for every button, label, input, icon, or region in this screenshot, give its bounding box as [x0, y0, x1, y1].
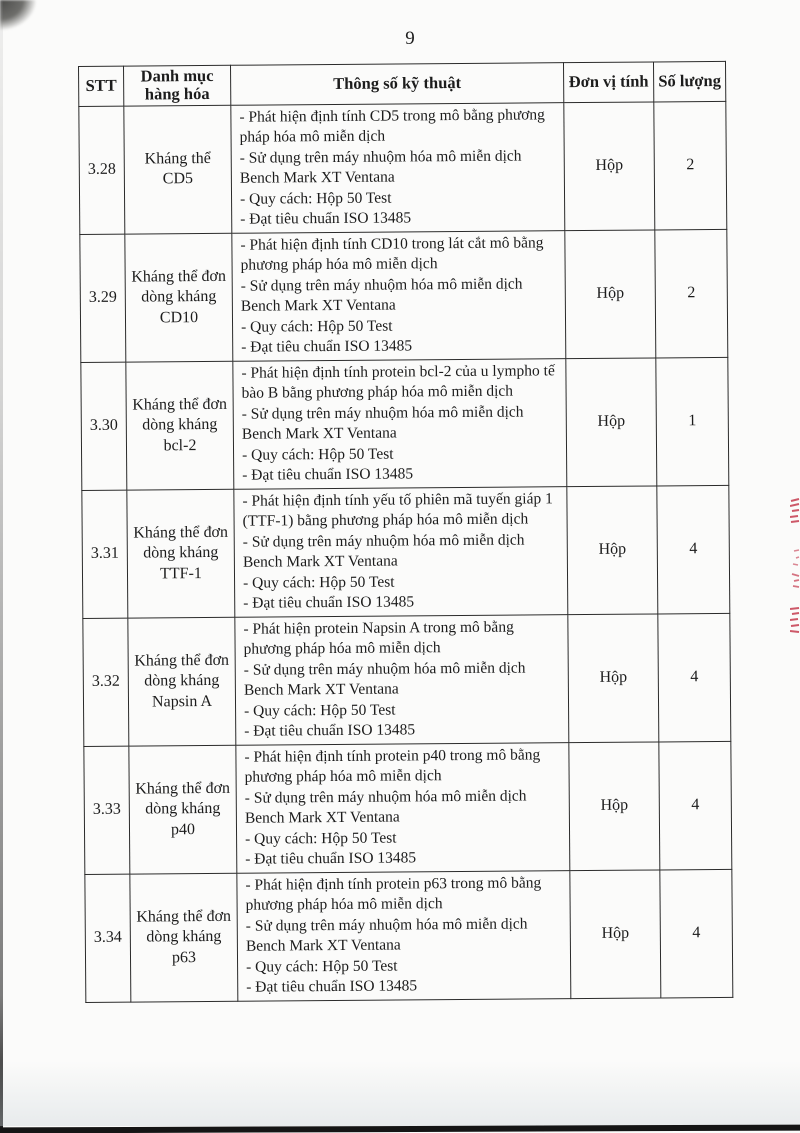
header-unit: Đơn vị tính: [563, 62, 653, 103]
row-specs: [235, 615, 569, 746]
row-quantity: 4: [660, 869, 733, 998]
row-quantity: 4: [658, 613, 731, 742]
header-specs: Thông số kỹ thuật: [230, 63, 563, 106]
row-specs: [236, 743, 570, 874]
row-unit: Hộp: [564, 102, 655, 231]
table-row: [81, 357, 729, 490]
spec-line: - Phát hiện định tính yếu tố phiên mã tuyến giáp 1 (TTF-1) bằng phương pháp hóa mô miễn dịch: [242, 490, 553, 531]
row-stt: 3.31: [82, 490, 128, 618]
red-mark-artifact: [792, 548, 800, 568]
row-unit: Hộp: [570, 870, 661, 999]
header-quantity: Số lượng: [653, 61, 725, 102]
row-stt: 3.28: [79, 106, 125, 234]
spec-line: - Đạt tiêu chuẩn ISO 13485: [241, 337, 413, 357]
spec-line: - Quy cách: Hộp 50 Test: [240, 317, 393, 336]
spec-line: - Sử dụng trên máy nhuộm hóa mô miễn dịch Bench Mark XT Ventana: [242, 531, 525, 572]
spec-line: - Phát hiện định tính CD10 trong lát cắt mô bằng phương pháp hóa mô miễn dịch: [240, 234, 544, 275]
row-stt: 3.32: [83, 618, 129, 746]
spec-line: - Quy cách: Hộp 50 Test: [246, 957, 398, 976]
red-mark-artifact: [791, 572, 800, 590]
table-row: [79, 101, 727, 234]
row-category: Kháng thể đơn dòng kháng bcl-2: [126, 361, 234, 490]
table-row: [84, 741, 732, 874]
items-table-wrap: [78, 61, 733, 1003]
spec-line: - Phát hiện định tính protein p40 trong mô bằng phương pháp hóa mô miễn dịch: [244, 746, 541, 787]
items-table: [78, 61, 733, 1003]
table-row: [80, 229, 728, 362]
spec-line: - Phát hiện định tính protein p63 trong mô bằng phương pháp hóa mô miễn dịch: [245, 874, 542, 915]
row-unit: Hộp: [569, 742, 660, 871]
page-number: 9: [405, 28, 415, 49]
table-row: [85, 869, 733, 1002]
row-quantity: 4: [659, 741, 732, 870]
row-unit: Hộp: [567, 486, 658, 615]
spec-line: - Sử dụng trên máy nhuộm hóa mô miễn dịch Bench Mark XT Ventana: [243, 659, 526, 700]
row-specs: [232, 231, 566, 362]
spec-line: - Quy cách: Hộp 50 Test: [243, 573, 395, 592]
row-stt: 3.29: [80, 234, 126, 362]
row-stt: 3.34: [85, 874, 131, 1002]
spec-line: - Đạt tiêu chuẩn ISO 13485: [242, 465, 414, 485]
red-mark-artifact: [790, 498, 800, 526]
spec-line: - Đạt tiêu chuẩn ISO 13485: [246, 977, 418, 997]
spec-line: - Phát hiện protein Napsin A trong mô bằng phương pháp hóa mô miễn dịch: [243, 618, 514, 659]
red-mark-artifact: [790, 606, 800, 634]
spec-line: - Sử dụng trên máy nhuộm hóa mô miễn dịch Bench Mark XT Ventana: [244, 787, 527, 828]
row-quantity: 2: [654, 101, 727, 230]
spec-line: - Quy cách: Hộp 50 Test: [245, 829, 397, 848]
row-stt: 3.33: [84, 746, 130, 874]
spec-line: - Sử dụng trên máy nhuộm hóa mô miễn dịch Bench Mark XT Ventana: [245, 915, 528, 956]
row-stt: 3.30: [81, 362, 127, 490]
row-category: Kháng thể đơn dòng kháng TTF-1: [127, 489, 235, 618]
spec-line: - Sử dụng trên máy nhuộm hóa mô miễn dịch Bench Mark XT Ventana: [241, 403, 524, 444]
spec-line: - Quy cách: Hộp 50 Test: [241, 445, 394, 464]
spec-line: - Sử dụng trên máy nhuộm hóa mô miễn dịch Bench Mark XT Ventana: [240, 275, 523, 316]
row-category: Kháng thể đơn dòng kháng p63: [130, 873, 238, 1002]
row-quantity: 2: [655, 229, 728, 358]
row-specs: [234, 487, 568, 618]
table-row: [82, 485, 730, 618]
spec-line: - Phát hiện định tính CD5 trong mô bằng phương pháp hóa mô miễn dịch: [239, 106, 545, 147]
scan-bottom-shadow-artifact: [0, 1061, 800, 1126]
row-category: Kháng thể đơn dòng kháng p40: [129, 745, 237, 874]
row-unit: Hộp: [565, 230, 656, 359]
spec-line: - Đạt tiêu chuẩn ISO 13485: [243, 593, 415, 613]
row-category: Kháng thể CD5: [124, 105, 232, 234]
row-unit: Hộp: [568, 614, 659, 743]
row-category: Kháng thể đơn dòng kháng Napsin A: [128, 617, 236, 746]
header-stt: STT: [79, 66, 124, 106]
spec-line: - Quy cách: Hộp 50 Test: [239, 189, 392, 208]
scan-corner-artifact: [0, 0, 36, 30]
row-quantity: 1: [656, 357, 729, 486]
spec-line: - Phát hiện định tính protein bcl-2 của u lympho tế bào B bằng phương pháp hóa mô miễn dịch: [241, 362, 555, 403]
row-quantity: 4: [657, 485, 730, 614]
spec-line: - Đạt tiêu chuẩn ISO 13485: [240, 209, 412, 229]
row-specs: [231, 103, 565, 234]
row-specs: [233, 359, 567, 490]
table-header-row: [79, 61, 726, 106]
row-category: Kháng thể đơn dòng kháng CD10: [125, 233, 233, 362]
spec-line: - Đạt tiêu chuẩn ISO 13485: [245, 849, 417, 869]
spec-line: - Sử dụng trên máy nhuộm hóa mô miễn dịch Bench Mark XT Ventana: [239, 147, 522, 188]
table-row: [83, 613, 731, 746]
row-specs: [237, 871, 571, 1002]
spec-line: - Quy cách: Hộp 50 Test: [244, 701, 396, 720]
header-category: Danh mục hàng hóa: [124, 65, 231, 106]
row-unit: Hộp: [566, 358, 657, 487]
spec-line: - Đạt tiêu chuẩn ISO 13485: [244, 721, 416, 741]
scan-left-edge-artifact: [0, 0, 3, 1131]
